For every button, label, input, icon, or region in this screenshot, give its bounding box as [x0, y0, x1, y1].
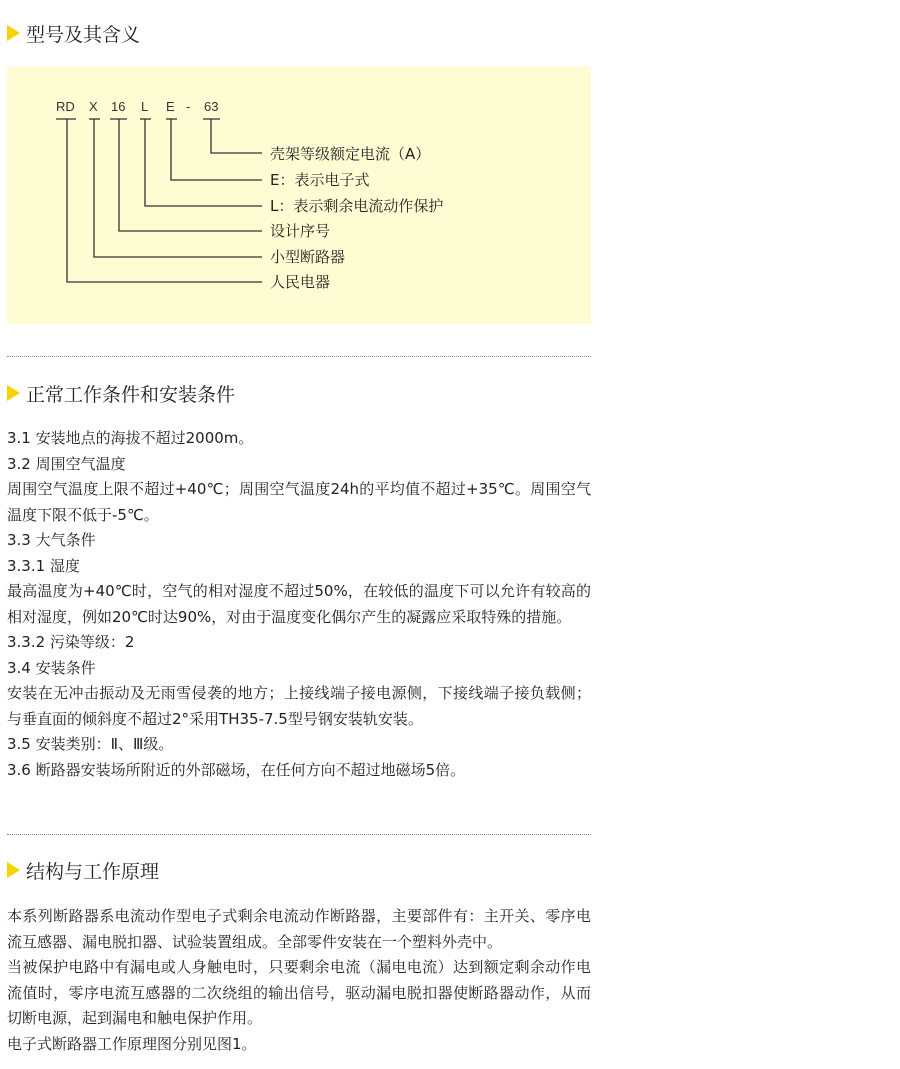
meaning-brand: 人民电器	[270, 273, 331, 291]
meaning-electronic: E：表示电子式	[270, 171, 370, 189]
paragraph: 3.2 周围空气温度	[7, 454, 126, 473]
section-title: 型号及其含义	[26, 23, 141, 46]
meaning-residual-current: L：表示剩余电流动作保护	[270, 197, 444, 215]
paragraph: 3.3.2 污染等级：2	[7, 633, 135, 651]
section-divider	[7, 356, 591, 357]
section-header-model	[7, 20, 140, 46]
section-header-structure	[7, 857, 159, 883]
meaning-design-number: 设计序号	[270, 222, 331, 240]
paragraph: 最高温度为+40℃时，空气的相对湿度不超过50%，在较低的温度下可以允许有较高的相对湿度，例如20℃时达90%，对由于温度变化偶尔产生的凝露应采取特殊的措施。	[7, 582, 591, 626]
meaning-rated-current: 壳架等级额定电流（A）	[270, 145, 431, 163]
meaning-miniature-breaker: 小型断路器	[270, 248, 346, 266]
paragraph: 3.4 安装条件	[7, 658, 96, 677]
section-title: 正常工作条件和安装条件	[26, 383, 236, 406]
model-code-63: 63	[204, 99, 219, 114]
paragraph: 周围空气温度上限不超过+40℃；周围空气温度24h的平均值不超过+35℃。周围空气温度下限不低于-5℃。	[7, 480, 591, 524]
paragraph: 电子式断路器工作原理图分别见图1。	[7, 1034, 257, 1053]
model-code-l: L	[141, 99, 149, 114]
paragraph: 3.1 安装地点的海拔不超过2000m。	[7, 429, 254, 447]
conditions-text	[7, 426, 591, 783]
triangle-bullet-icon	[7, 385, 20, 401]
model-code-rd: RD	[56, 99, 75, 114]
paragraph: 当被保护电路中有漏电或人身触电时，只要剩余电流（漏电电流）达到额定剩余动作电流值时，零序电流互感器的二次绕组的输出信号，驱动漏电脱扣器使断路器动作，从而切断电源，起到漏电和触电保护作用。	[7, 958, 591, 1027]
paragraph: 3.5 安装类别：Ⅱ、Ⅲ级。	[7, 735, 174, 753]
section-header-conditions	[7, 380, 235, 406]
section-title: 结构与工作原理	[26, 860, 160, 883]
paragraph: 本系列断路器系电流动作型电子式剩余电流动作断路器，主要部件有：主开关、零序电流互感器、漏电脱扣器、试验装置组成。全部零件安装在一个塑料外壳中。	[7, 907, 591, 951]
structure-text	[7, 904, 591, 1057]
paragraph: 3.3 大气条件	[7, 531, 96, 549]
model-code-16: 16	[111, 99, 126, 114]
section-divider	[7, 834, 591, 835]
triangle-bullet-icon	[7, 25, 20, 41]
model-code-x: X	[89, 99, 98, 114]
triangle-bullet-icon	[7, 862, 20, 878]
paragraph: 3.3.1 湿度	[7, 556, 80, 575]
model-code-dash: -	[186, 99, 191, 114]
model-code-e: E	[166, 99, 175, 114]
paragraph: 3.6 断路器安装场所附近的外部磁场，在任何方向不超过地磁场5倍。	[7, 760, 466, 779]
paragraph: 安装在无冲击振动及无雨雪侵袭的地方；上接线端子接电源侧，下接线端子接负载侧；与垂直面的倾斜度不超过2°采用TH35-7.5型号钢安装轨安装。	[7, 684, 591, 728]
